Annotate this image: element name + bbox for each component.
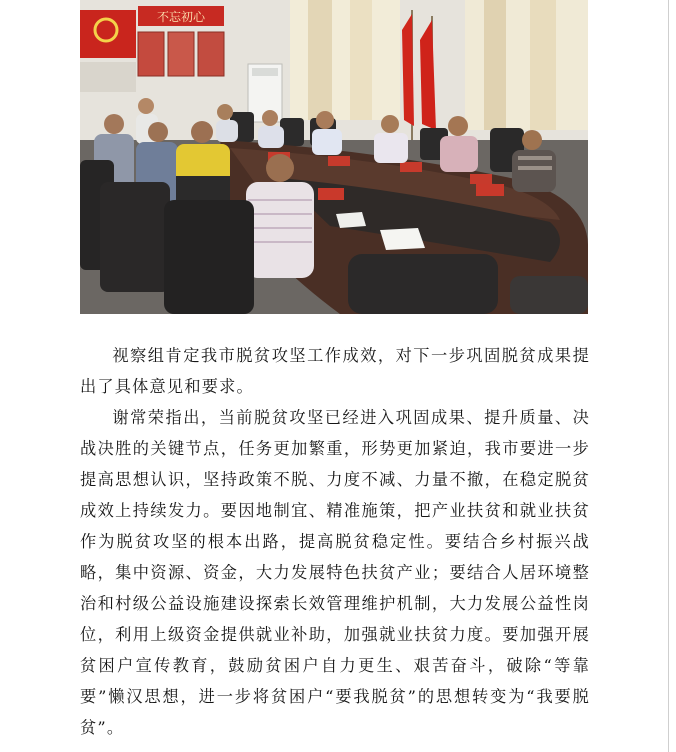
meeting-photo [80, 0, 588, 314]
article-body [80, 340, 590, 743]
page-edge-line [668, 0, 669, 752]
banner-text: 不忘初心 [156, 10, 206, 24]
paragraph: 谢常荣指出，当前脱贫攻坚已经进入巩固成果、提升质量、决战决胜的关键节点，任务更加繁重，形势更加紧迫，我市要进一步提高思想认识，坚持政策不脱、力度不减、力量不撤，在稳定脱贫成效上持续发力。要因地制宜、精准施策，把产业扶贫和就业扶贫作为脱贫攻坚的根本出路，提高脱贫稳定性。要结合乡村振兴战略，集中资源、资金，大力发展特色扶贫产业；要结合人居环境整治和村级公益设施建设探索长效管理维护机制，大力发展公益性岗位，利用上级资金提供就业补助，加强就业扶贫力度。要加强开展贫困户宣传教育，鼓励贫困户自力更生、艰苦奋斗，破除“等靠要”懒汉思想，进一步将贫困户“要我脱贫”的思想转变为“我要脱贫”。 [80, 408, 590, 737]
paragraph: 视察组肯定我市脱贫攻坚工作成效，对下一步巩固脱贫成果提出了具体意见和要求。 [80, 346, 590, 396]
